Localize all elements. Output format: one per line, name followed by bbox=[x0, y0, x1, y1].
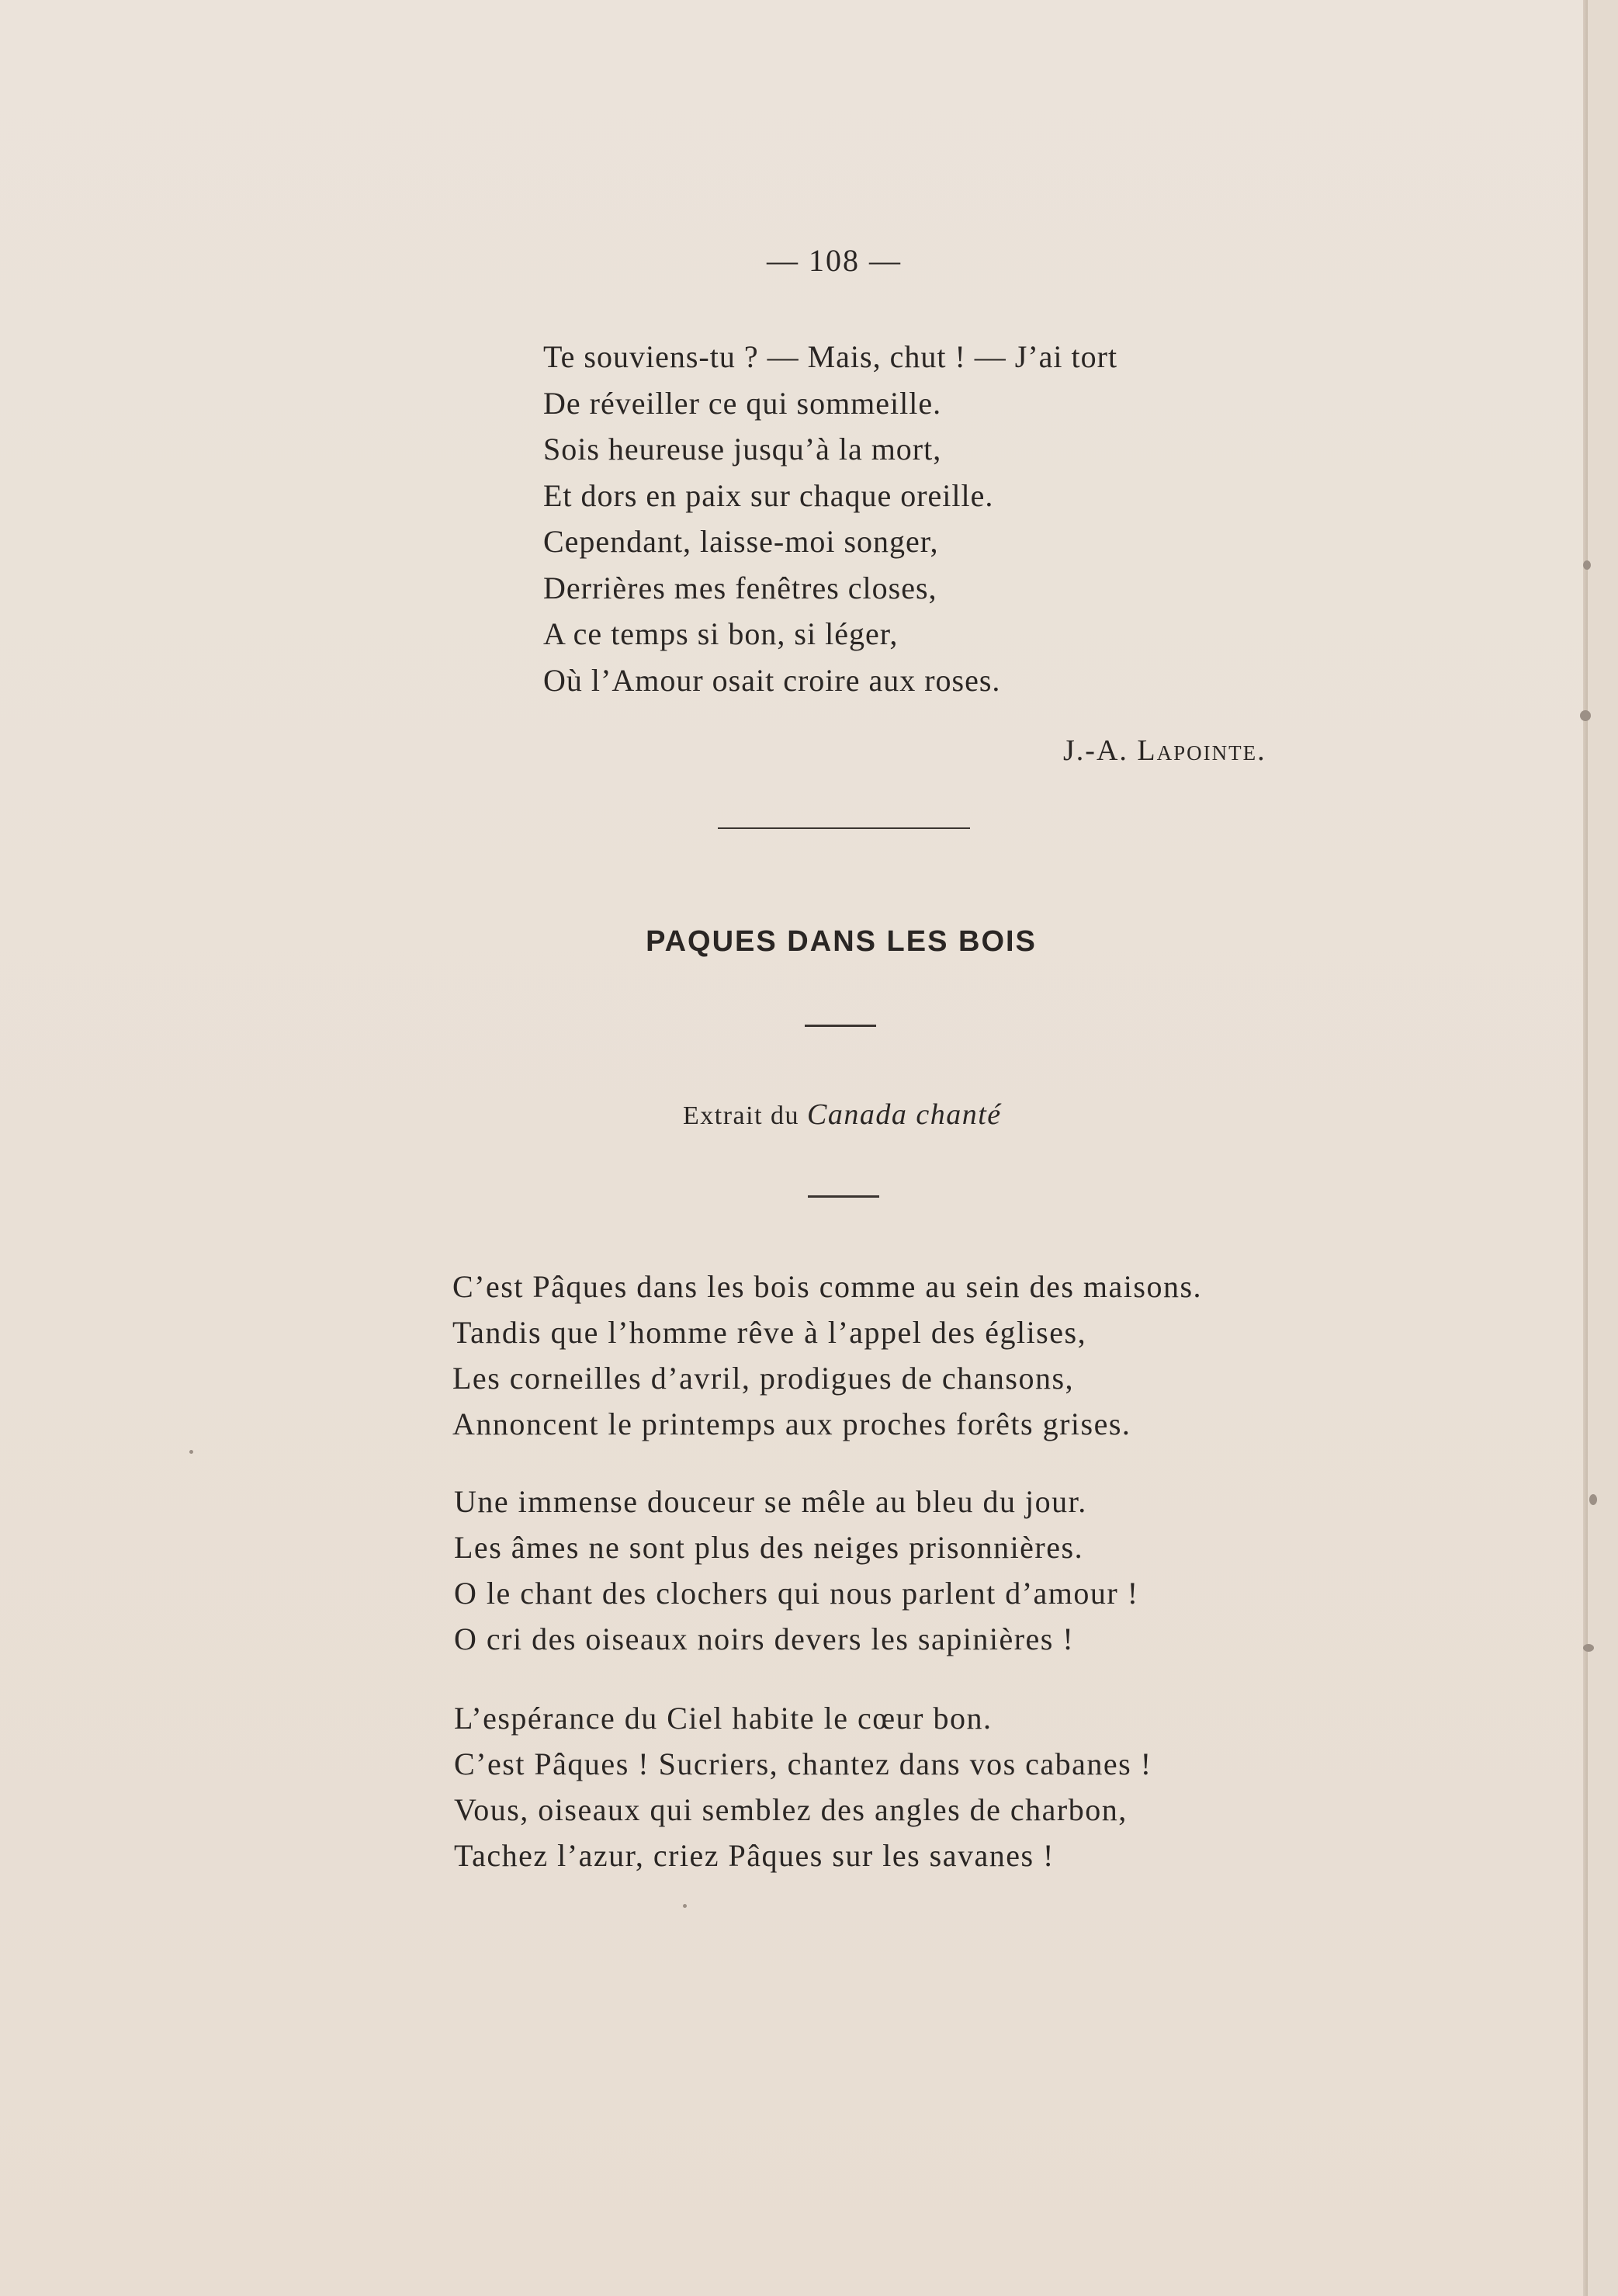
poem-line: Une immense douceur se mêle au bleu du jour. bbox=[454, 1484, 1087, 1519]
poem-stanza bbox=[454, 1695, 1152, 1878]
poem-line: O cri des oiseaux noirs devers les sapinières ! bbox=[454, 1621, 1075, 1656]
paper-blemish bbox=[1583, 1644, 1594, 1652]
subtitle-rule bbox=[808, 1195, 879, 1198]
poem-line: Les âmes ne sont plus des neiges prisonnières. bbox=[454, 1530, 1084, 1565]
poem-line: Vous, oiseaux qui semblez des angles de charbon, bbox=[454, 1792, 1128, 1827]
poem-line: Te souviens-tu ? — Mais, chut ! — J’ai tort bbox=[543, 339, 1118, 374]
poem-stanza bbox=[452, 1264, 1202, 1447]
author-initials: J.-A. bbox=[1063, 734, 1128, 767]
poem-line: Annoncent le printemps aux proches forêts grises. bbox=[452, 1406, 1131, 1441]
poem-line: Tachez l’azur, criez Pâques sur les savanes ! bbox=[454, 1838, 1055, 1873]
page-number: — 108 — bbox=[767, 243, 902, 278]
author-surname: Lapointe. bbox=[1137, 734, 1266, 767]
poem-line: L’espérance du Ciel habite le cœur bon. bbox=[454, 1701, 993, 1736]
paper-blemish bbox=[1580, 710, 1591, 721]
poem-title: PAQUES DANS LES BOIS bbox=[646, 925, 1037, 958]
poem-line: A ce temps si bon, si léger, bbox=[543, 616, 899, 651]
poem-source bbox=[683, 1098, 1002, 1132]
paper-blemish bbox=[189, 1450, 193, 1454]
paper-blemish bbox=[1589, 1494, 1597, 1505]
poem-line: O le chant des clochers qui nous parlent d’amour ! bbox=[454, 1576, 1139, 1611]
poem-line: De réveiller ce qui sommeille. bbox=[543, 385, 942, 421]
poem-line: Derrières mes fenêtres closes, bbox=[543, 570, 937, 605]
poem-line: C’est Pâques dans les bois comme au sein des maisons. bbox=[452, 1269, 1203, 1304]
poem-line: Sois heureuse jusqu’à la mort, bbox=[543, 432, 942, 466]
poem-stanza bbox=[543, 334, 1117, 703]
title-rule bbox=[805, 1025, 876, 1027]
poem-line: Les corneilles d’avril, prodigues de chansons, bbox=[452, 1361, 1075, 1396]
poem-line: Cependant, laisse-moi songer, bbox=[543, 524, 939, 559]
section-divider bbox=[718, 827, 970, 829]
source-work-title: Canada chanté bbox=[807, 1098, 1002, 1131]
poem-line: C’est Pâques ! Sucriers, chantez dans vos cabanes ! bbox=[454, 1746, 1152, 1781]
paper-blemish bbox=[683, 1904, 687, 1908]
poem-line: Tandis que l’homme rêve à l’appel des églises, bbox=[452, 1315, 1087, 1350]
author-signature bbox=[1063, 734, 1266, 768]
paper-blemish bbox=[1583, 560, 1591, 570]
source-prefix: Extrait du bbox=[683, 1101, 800, 1130]
facing-page-edge bbox=[1588, 0, 1618, 2296]
poem-stanza bbox=[454, 1479, 1139, 1662]
poem-line: Et dors en paix sur chaque oreille. bbox=[543, 477, 994, 513]
poem-line: Où l’Amour osait croire aux roses. bbox=[543, 662, 1001, 698]
